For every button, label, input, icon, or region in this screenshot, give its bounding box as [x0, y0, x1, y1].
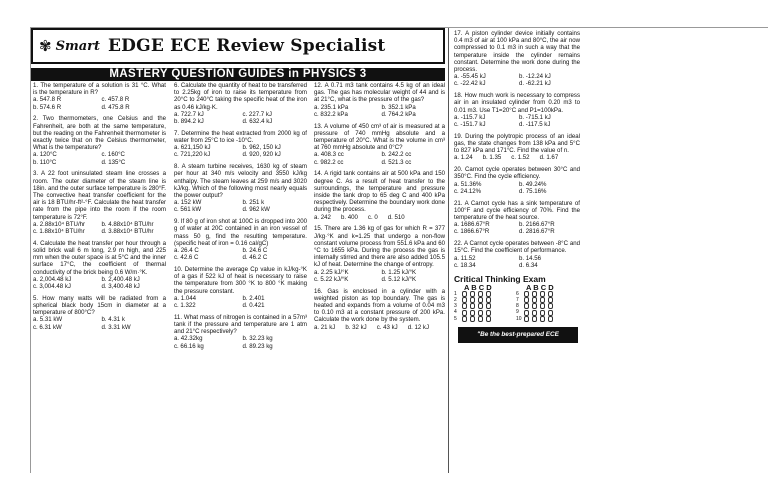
choice-option: b. 4.31 k	[101, 316, 125, 324]
answer-bubble[interactable]	[462, 303, 467, 309]
item-number: 9	[516, 309, 519, 316]
choices	[174, 295, 307, 309]
page-title: EDGE ECE Review Specialist	[108, 36, 386, 56]
answer-bubble[interactable]	[548, 291, 553, 297]
column-4	[454, 30, 580, 352]
choice-option: b. 962, 150 kJ	[242, 144, 281, 152]
choice-option: d. 510	[387, 213, 405, 221]
answer-bubble[interactable]	[462, 297, 467, 303]
choice-option: c. 5.22 kJ/°K	[314, 275, 349, 283]
item-number: 5	[454, 315, 457, 322]
review-sheet	[30, 27, 768, 473]
choice-option: c. 42.6 C	[174, 254, 199, 262]
question-text: 5. How many watts will be radiated from a spherical black body 15cm in diameter at a temperature of 800°C?	[33, 294, 166, 317]
item-number: 10	[516, 315, 522, 322]
choice-option: c. 561 kW	[174, 206, 202, 214]
choice-option: d. 5.12 kJ/°K	[381, 275, 417, 283]
exam-title: Critical Thinking Exam	[454, 273, 546, 284]
question-item	[174, 266, 307, 309]
choice-option: a. 2.88x10⁴ BTU/hr	[33, 220, 86, 228]
choices	[174, 144, 307, 158]
choice-option: a. 1686.67°R	[454, 221, 490, 229]
question-text: 12. A 0.71 m3 tank contains 4.5 kg of an ideal gas. The gas has molecular weight of 44 and is at 21°C, what is the pressure of the gas?	[314, 82, 445, 104]
question-text: 10. Determine the average Cp value in kJ/kg-°K of a gas if 522 kJ of heat is necessary to raise the temperature from 300 °K to 800 °K making the pressure constant.	[174, 266, 307, 295]
choices	[174, 111, 307, 125]
choice-option: c. 1.88x10⁴ BTU/hr	[33, 228, 85, 236]
answer-bubble[interactable]	[462, 316, 467, 322]
choice-option: d. 46.2 C	[242, 254, 268, 262]
choices	[33, 276, 166, 290]
choice-option: c. 457.8 R	[101, 96, 130, 104]
choices	[314, 269, 445, 283]
question-item	[174, 218, 307, 261]
choice-option: a. 1.044	[174, 294, 197, 302]
answer-bubble[interactable]	[540, 297, 545, 303]
choice-option: a. 547.8 R	[33, 96, 62, 104]
question-text: 22. A Carnot cycle operates between -8°C and 15°C. Find the coefficient of performance.	[454, 240, 580, 255]
choice-option: d. 0.421	[242, 302, 265, 310]
question-text: 11. What mass of nitrogen is contained in a 57m³ tank if the pressure and temperature are 1 atm and 21°C respectively?	[174, 313, 307, 336]
item-number: 1	[454, 290, 457, 297]
question-text: 1. The temperature of a solution is 31 °C. What is the temperature in R?	[33, 82, 166, 97]
choices	[454, 181, 580, 195]
choice-option: b. -715.1 kJ	[519, 113, 551, 121]
choice-option: a. 2.25 kJ/°K	[314, 268, 349, 276]
question-text: 6. Calculate the quantity of heat to be transferred to 2.25kg of iron to raise its temperature from 20°C to 240°C taking the specific heat of the iron as 0.46 kJ/kg·K.	[174, 82, 307, 111]
answer-bubble[interactable]	[532, 297, 537, 303]
answer-bubble[interactable]	[478, 310, 483, 316]
choice-option: a. 235.1 kPa	[314, 103, 349, 111]
choice-option: c. -151.7 kJ	[454, 121, 486, 129]
answer-bubble[interactable]	[540, 316, 545, 322]
choices	[454, 114, 580, 128]
choices	[33, 96, 166, 110]
column-3	[314, 82, 445, 335]
choice-option: a. 26.4 C	[174, 247, 199, 255]
item-number: 6	[516, 290, 519, 297]
question-item	[454, 200, 580, 236]
choice-option: c. 18.34	[454, 261, 476, 269]
choice-option: c. 832.2 kPa	[314, 110, 348, 118]
choice-option: c. 43 kJ	[376, 323, 398, 331]
answer-bubble[interactable]	[486, 297, 491, 303]
question-item	[33, 170, 166, 235]
choice-option: a. 1.24	[454, 154, 473, 162]
brand-name: Smart	[55, 38, 100, 54]
question-item	[314, 225, 445, 283]
choice-option: b. 32.23 kg	[242, 335, 273, 343]
bee-icon: ✾	[39, 37, 52, 55]
answer-sheet-header	[454, 284, 580, 291]
choice-option: c. -22.42 kJ	[454, 80, 486, 88]
question-text: 21. A Carnot cycle has a sink temperature of 100°F and cycle efficiency of 70%. Find the temperature of the heat source.	[454, 199, 580, 222]
item-number: 4	[454, 309, 457, 316]
answer-bubble[interactable]	[486, 303, 491, 309]
choice-option: d. 632.4 kJ	[242, 118, 273, 126]
answer-bubble[interactable]	[478, 303, 483, 309]
question-item	[454, 30, 580, 88]
question-text: 17. A piston cylinder device initially contains 0.4 m3 of air at 100 kPa and 80°C, the air now compressed to 0.1 m3 in such a way that the temperature inside the cylinder remains constant. Determine the work done during the process.	[454, 30, 580, 74]
choice-option: c. 1866.67°R	[454, 228, 490, 236]
choice-option: a. 2,004.48 kJ	[33, 275, 72, 283]
column-divider	[448, 28, 449, 473]
choice-option: b. 4.88x10⁴ BTU/hr	[101, 220, 154, 228]
choice-option: a. 242	[314, 213, 331, 221]
answer-bubble[interactable]	[540, 310, 545, 316]
item-number: 3	[454, 303, 457, 310]
choice-option: d. 764.2 kPa	[381, 110, 416, 118]
answer-bubble[interactable]	[540, 303, 545, 309]
choice-option: c. 982.2 cc	[314, 158, 344, 166]
answer-row	[516, 316, 578, 322]
answer-bubble[interactable]	[486, 316, 491, 322]
choice-option: d. -117.5 kJ	[519, 121, 551, 129]
choice-option: a. 120°C	[33, 151, 57, 159]
choice-option: a. 51.36%	[454, 180, 482, 188]
answer-bubble[interactable]	[524, 316, 529, 322]
choice-option: b. 49.24%	[519, 180, 547, 188]
choice-option: d. 3,400.48 kJ	[101, 283, 140, 291]
choice-option: d. 920, 920 kJ	[242, 151, 281, 159]
choice-option: a. 11.52	[454, 254, 476, 262]
choice-option: d. 75.16%	[519, 187, 547, 195]
question-text: 2. Two thermometers, one Celsius and the Fahrenheit, are both at the same temperature, but the reading on the Fahrenheit thermometer is exactly twice that on the Celsius thermometer, What is the temperature?	[33, 115, 166, 152]
answer-bubble[interactable]	[524, 310, 529, 316]
question-text: 19. During the polytropic process of an ideal gas, the state changes from 138 kPa and 5°C to 827 kPa and 171°C. Find the value of n.	[454, 132, 580, 155]
question-text: 7. Determine the heat extracted from 2000 kg of water from 25°C to ice -10°C.	[174, 129, 307, 145]
choice-option: b. 110°C	[33, 158, 57, 166]
choice-option: c. 1.322	[174, 302, 196, 310]
choice-option: c. 3,004.48 kJ	[33, 283, 71, 291]
choice-letters-left: A B C D	[464, 282, 492, 292]
choice-option: d. 135°C	[101, 158, 126, 166]
choices	[454, 154, 580, 161]
question-item	[174, 314, 307, 350]
choice-option: d. 6.34	[519, 261, 538, 269]
answer-bubble[interactable]	[524, 303, 529, 309]
item-number: 7	[516, 297, 519, 304]
question-item	[33, 115, 166, 165]
choice-option: b. 400	[340, 213, 358, 221]
choices	[33, 316, 166, 330]
choices	[454, 221, 580, 235]
answer-bubble[interactable]	[548, 316, 553, 322]
question-item	[314, 123, 445, 166]
column-1	[33, 82, 166, 335]
answer-bubble[interactable]	[486, 310, 491, 316]
answer-bubble[interactable]	[532, 310, 537, 316]
choice-option: a. 152 kW	[174, 199, 202, 207]
answer-bubble[interactable]	[532, 303, 537, 309]
choice-option: c. 160°C	[101, 151, 125, 159]
question-text: 4. Calculate the heat transfer per hour through a solid brick wall 6 m long, 2.9 m high, and 225 mm when the outer space is at 5°C and the inner surface 17°C, the coefficient of thermal conductivity of the brick being 0.6 W/m·°K.	[33, 239, 166, 276]
choice-option: c. 66.16 kg	[174, 342, 204, 350]
choice-option: b. 1.25 kJ/°K	[381, 268, 417, 276]
answer-bubble[interactable]	[540, 291, 545, 297]
question-text: 3. A 22 foot uninsulated steam line crosses a room. The outer diameter of the steam line is 18in. and the outer surface temperature is 280°F. The convective heat transfer coefficient for the air is 18 BTU/hr-ft²-°F. Calculate the heat transfer rate from the pipe into the room if the room temperature is 72°F.	[33, 170, 166, 221]
critical-thinking-exam	[454, 273, 580, 352]
choice-option: b. 251 k	[242, 199, 265, 207]
question-item	[174, 163, 307, 213]
question-text: 16. Gas is enclosed in a cylinder with a weighted piston as top boundary. The gas is heated and expands from a volume of 0.04 m3 to 0.10 m3 at a constant pressure of 200 kPa. Calculate the work done by the system.	[314, 287, 445, 324]
choice-option: a. 621,150 kJ	[174, 144, 211, 152]
question-item	[454, 240, 580, 269]
answer-bubble[interactable]	[470, 291, 475, 297]
choice-option: b. 574.6 R	[33, 103, 62, 111]
choices	[314, 151, 445, 165]
choices	[33, 221, 166, 235]
answer-grid	[454, 291, 580, 322]
item-number: 2	[454, 297, 457, 304]
question-text: 18. How much work is necessary to compress air in an insulated cylinder from 0.20 m3 to 0.01 m3. Use T1=20°C and P1=100kPa.	[454, 92, 580, 114]
choice-option: c. 0	[367, 213, 378, 221]
choice-option: d. 3.31 kW	[101, 323, 131, 331]
answer-bubble[interactable]	[462, 310, 467, 316]
choice-option: c. 6.31 kW	[33, 323, 62, 331]
answer-bubble[interactable]	[470, 316, 475, 322]
choice-option: a. 42.32kg	[174, 335, 203, 343]
answer-row	[454, 316, 516, 322]
column-2	[174, 82, 307, 354]
choice-option: d. 89.23 kg	[242, 342, 273, 350]
choices	[314, 324, 445, 331]
choice-option: a. 5.31 kW	[33, 316, 63, 324]
question-text: 20. Carnot cycle operates between 30°C and 350°C. Find the cycle efficiency.	[454, 166, 580, 181]
question-item	[454, 166, 580, 195]
choice-letters-right: A B C D	[526, 282, 554, 292]
answer-bubble[interactable]	[532, 316, 537, 322]
choice-option: d. 3.88x10⁴ BTU/hr	[101, 228, 154, 236]
answer-bubble[interactable]	[532, 291, 537, 297]
choice-option: c. 721,220 kJ	[174, 151, 211, 159]
question-item	[314, 82, 445, 118]
choices	[33, 151, 166, 165]
choices	[174, 335, 307, 349]
choice-option: a. -55.45 kJ	[454, 73, 486, 81]
answer-bubble[interactable]	[470, 297, 475, 303]
question-text: 8. A steam turbine receives, 1630 kg of steam per hour at 340 m/s velocity and 3550 kJ/kg enthalpy. The steam leaves at 259 m/s and 3020 kJ/kg. Which of the following most nearly equals the power output?	[174, 163, 307, 200]
choice-option: b. -12.24 kJ	[519, 73, 551, 81]
question-text: 9. If 80 g of iron shot at 100C is dropped into 200 g of water at 20C contained in an iron vessel of mass 50 g, find the resulting temperature. (specific heat of iron = 0.16 cal/gC)	[174, 218, 307, 247]
answer-bubble[interactable]	[548, 303, 553, 309]
answer-bubble[interactable]	[548, 310, 553, 316]
question-item	[33, 240, 166, 290]
choice-option: d. 962 kW	[242, 206, 270, 214]
choice-option: b. 14.56	[519, 254, 542, 262]
choice-option: b. 2166.67°R	[519, 221, 555, 229]
choice-option: a. 722.7 kJ	[174, 110, 204, 118]
choice-option: b. 2.401	[242, 294, 265, 302]
choice-option: b. 1.35	[482, 154, 502, 162]
answer-bubble[interactable]	[478, 291, 483, 297]
choices	[314, 104, 445, 118]
choice-option: b. 2,400.48 kJ	[101, 275, 140, 283]
choices	[174, 199, 307, 213]
question-item	[33, 82, 166, 111]
answer-bubble[interactable]	[478, 297, 483, 303]
question-item	[174, 130, 307, 159]
item-number: 8	[516, 303, 519, 310]
choice-option: d. 475.8 R	[101, 103, 130, 111]
choice-option: c. 24.12%	[454, 187, 482, 195]
answer-bubble[interactable]	[470, 310, 475, 316]
choice-option: b. 242.2 cc	[381, 151, 412, 159]
question-text: 13. A volume of 450 cm³ of air is measured at a pressure of 740 mmHg absolute and a temperature of 20°C. What is the volume in cm³ at 760 mmHg absolute and 0°C?	[314, 122, 445, 152]
choice-option: b. 894.2 kJ	[174, 118, 204, 126]
choice-option: a. 21 kJ	[314, 323, 336, 331]
question-item	[454, 133, 580, 162]
tagline-badge: "Be the best-prepared ECE Examinee."	[458, 327, 578, 343]
choice-option: b. 32 kJ	[345, 323, 367, 331]
header	[31, 28, 445, 64]
question-text: 15. There are 1.36 kg of gas for which R = 377 J/kg·°K and k=1.25 that undergo a non-flow constant volume process from 551.6 kPa and 60 °C to 1655 kPa. During the process the gas is internally stirred and there are also added 105.5 kJ of heat. Determine the change of entropy.	[314, 225, 445, 269]
answer-bubble[interactable]	[462, 291, 467, 297]
choices	[454, 73, 580, 87]
question-item	[33, 295, 166, 331]
question-item	[314, 170, 445, 220]
answer-bubble[interactable]	[478, 316, 483, 322]
answer-bubble[interactable]	[486, 291, 491, 297]
question-text: 14. A rigid tank contains air at 500 kPa and 150 degree C. As a result of heat transfer to the surroundings, the temperature and pressure inside the tank drop to 65 deg C and 400 kPa respectively. Determine the boundary work done during the process.	[314, 170, 445, 214]
choice-option: b. 352.1 kPa	[381, 103, 416, 111]
choice-option: c. 227.7 kJ	[242, 110, 272, 118]
choice-option: d. 1.67	[539, 154, 559, 162]
answer-bubble[interactable]	[548, 297, 553, 303]
choice-option: d. 12 kJ	[407, 323, 430, 331]
answer-bubble[interactable]	[470, 303, 475, 309]
choice-option: d. 521.3 cc	[381, 158, 412, 166]
choice-option: a. 408.3 cc	[314, 151, 344, 159]
question-item	[454, 92, 580, 128]
choices	[454, 255, 580, 269]
choice-option: d. -62.21 kJ	[519, 80, 551, 88]
choices	[314, 214, 445, 221]
section-banner: MASTERY QUESTION GUIDES in PHYSICS 3	[31, 68, 445, 81]
choice-option: a. -115.7 kJ	[454, 113, 486, 121]
answer-bubble[interactable]	[524, 297, 529, 303]
question-item	[314, 288, 445, 331]
choice-option: c. 1.52	[511, 154, 530, 162]
question-item	[174, 82, 307, 125]
choice-option: d. 2816.67°R	[519, 228, 555, 236]
choices	[174, 247, 307, 261]
choice-option: b. 24.6 C	[242, 247, 268, 255]
answer-bubble[interactable]	[524, 291, 529, 297]
